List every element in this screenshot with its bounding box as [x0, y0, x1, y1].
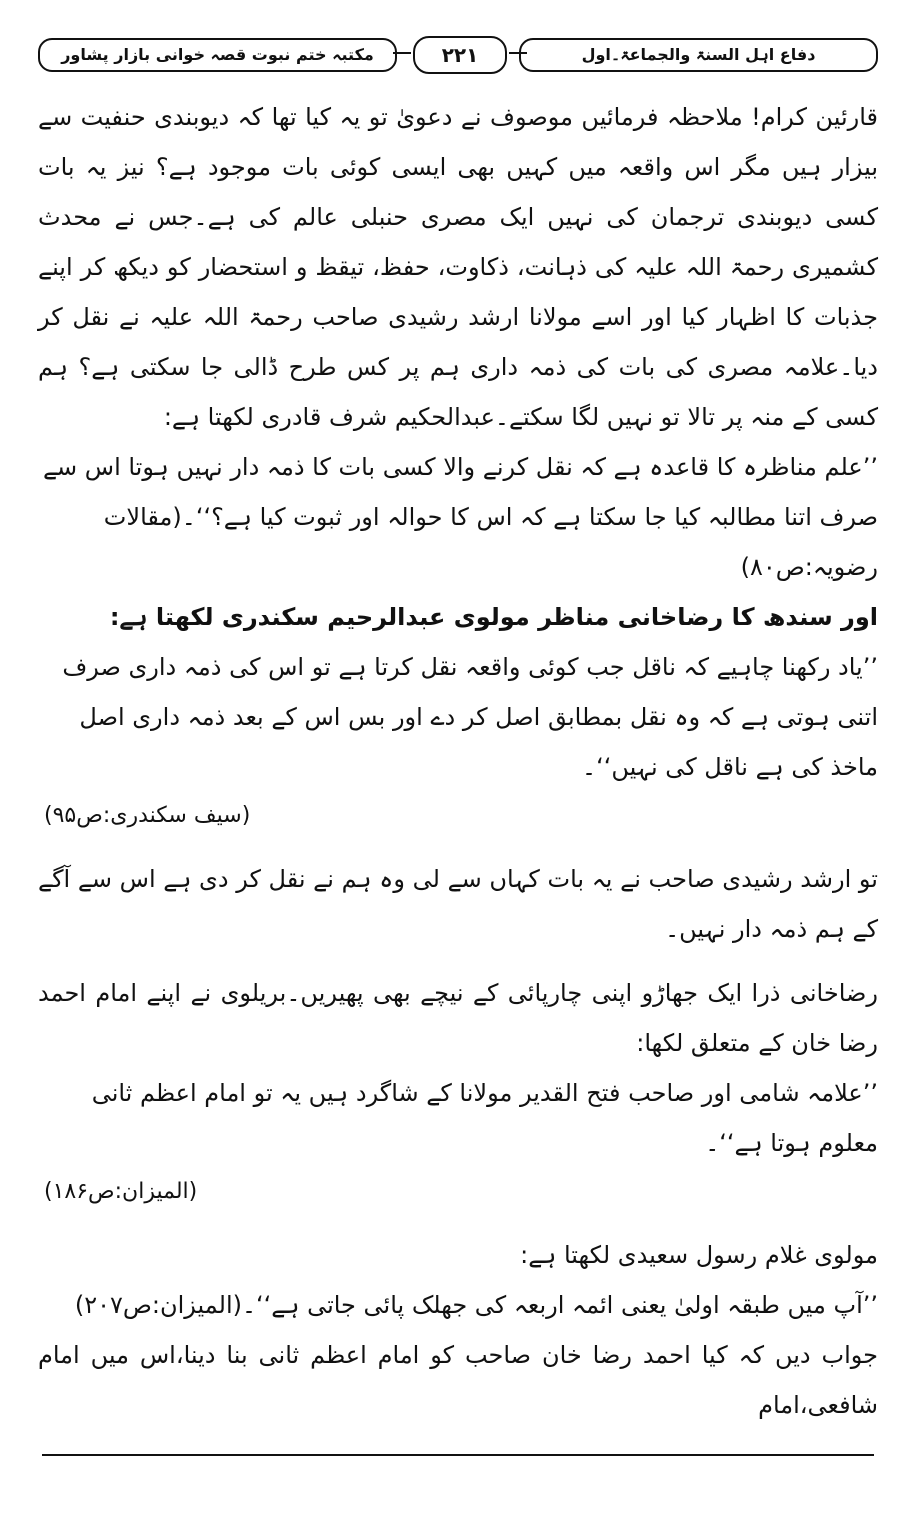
intro-2: اور سندھ کا رضاخانی مناظر مولوی عبدالرحیم سکندری لکھتا ہے: [109, 603, 878, 631]
page-number: ۲۲۱ [413, 36, 507, 74]
publisher-title: مکتبہ ختم نبوت قصہ خوانی بازار پشاور [38, 38, 397, 72]
page-header [38, 36, 878, 72]
paragraph-4: رضاخانی ذرا ایک جھاڑو اپنی چارپائی کے نیچے بھی پھیریں۔بریلوی نے اپنے امام احمد رضا خان کے متعلق لکھا: [38, 979, 878, 1057]
footer-divider [42, 1454, 874, 1456]
quotation-1: ’’علم مناظرہ کا قاعدہ ہے کہ نقل کرنے والا کسی بات کا ذمہ دار نہیں ہوتا اس سے صرف اتنا مطالبہ کیا جا سکتا ہے کہ اس کا حوالہ اور ثبوت کیا ہے؟‘‘۔(مقالات رضویہ:ص۸۰) [42, 453, 878, 581]
quotation-3: ’’علامہ شامی اور صاحب فتح القدیر مولانا کے شاگرد ہیں یہ تو امام اعظم ثانی معلوم ہوتا ہے‘‘۔ [91, 1079, 878, 1157]
paragraph-3: تو ارشد رشیدی صاحب نے یہ بات کہاں سے لی وہ ہم نے نقل کر دی ہے اس سے آگے کے ہم ذمہ دار نہیں۔ [38, 865, 878, 943]
paragraph-1: قارئین کرام! ملاحظہ فرمائیں موصوف نے دعویٰ تو یہ کیا تھا کہ دیوبندی حنفیت سے بیزار ہیں مگر اس واقعہ میں کہیں بھی ایسی کوئی بات موجود ہے؟ نیز یہ بات کسی دیوبندی ترجمان کی نہیں ایک مصری حنبلی عالم کی ہے۔جس نے محدث کشمیری رحمۃ اللہ علیہ کی ذہانت، ذکاوت، حفظ، تیقظ و استحضار کو دیکھ کر اپنے جذبات کا اظہار کیا اور اسے مولانا ارشد رشیدی صاحب رحمۃ اللہ علیہ نے نقل کر دیا۔علامہ مصری کی بات کی ذمہ داری ہم پر کس طرح ڈالی جا سکتی ہے؟ ہم کسی کے منہ پر تالا تو نہیں لگا سکتے۔عبدالحکیم شرف قادری لکھتا ہے: [38, 103, 878, 431]
paragraph-5: جواب دیں کہ کیا احمد رضا خان صاحب کو امام اعظم ثانی بنا دینا،اس میں امام شافعی،امام [38, 1341, 878, 1419]
quotation-2: ’’یاد رکھنا چاہیے کہ ناقل جب کوئی واقعہ نقل کرتا ہے تو اس کی ذمہ داری صرف اتنی ہوتی ہے کہ وہ نقل بمطابق اصل کر دے اور بس اس کے بعد ذمہ داری اصل ماخذ کی ہے ناقل کی نہیں‘‘۔ [62, 653, 878, 781]
reference-3: (المیزان:ص۱۸۶) [44, 1179, 198, 1204]
book-title: دفاع اہل السنۃ والجماعۃ۔اول [519, 38, 878, 72]
intro-4: مولوی غلام رسول سعیدی لکھتا ہے: [520, 1241, 878, 1269]
quotation-4: ’’آپ میں طبقہ اولیٰ یعنی ائمہ اربعہ کی جھلک پائی جاتی ہے‘‘۔(المیزان:ص۲۰۷) [74, 1291, 878, 1319]
page-body [38, 92, 878, 1430]
reference-2: (سیف سکندری:ص۹۵) [44, 803, 251, 828]
